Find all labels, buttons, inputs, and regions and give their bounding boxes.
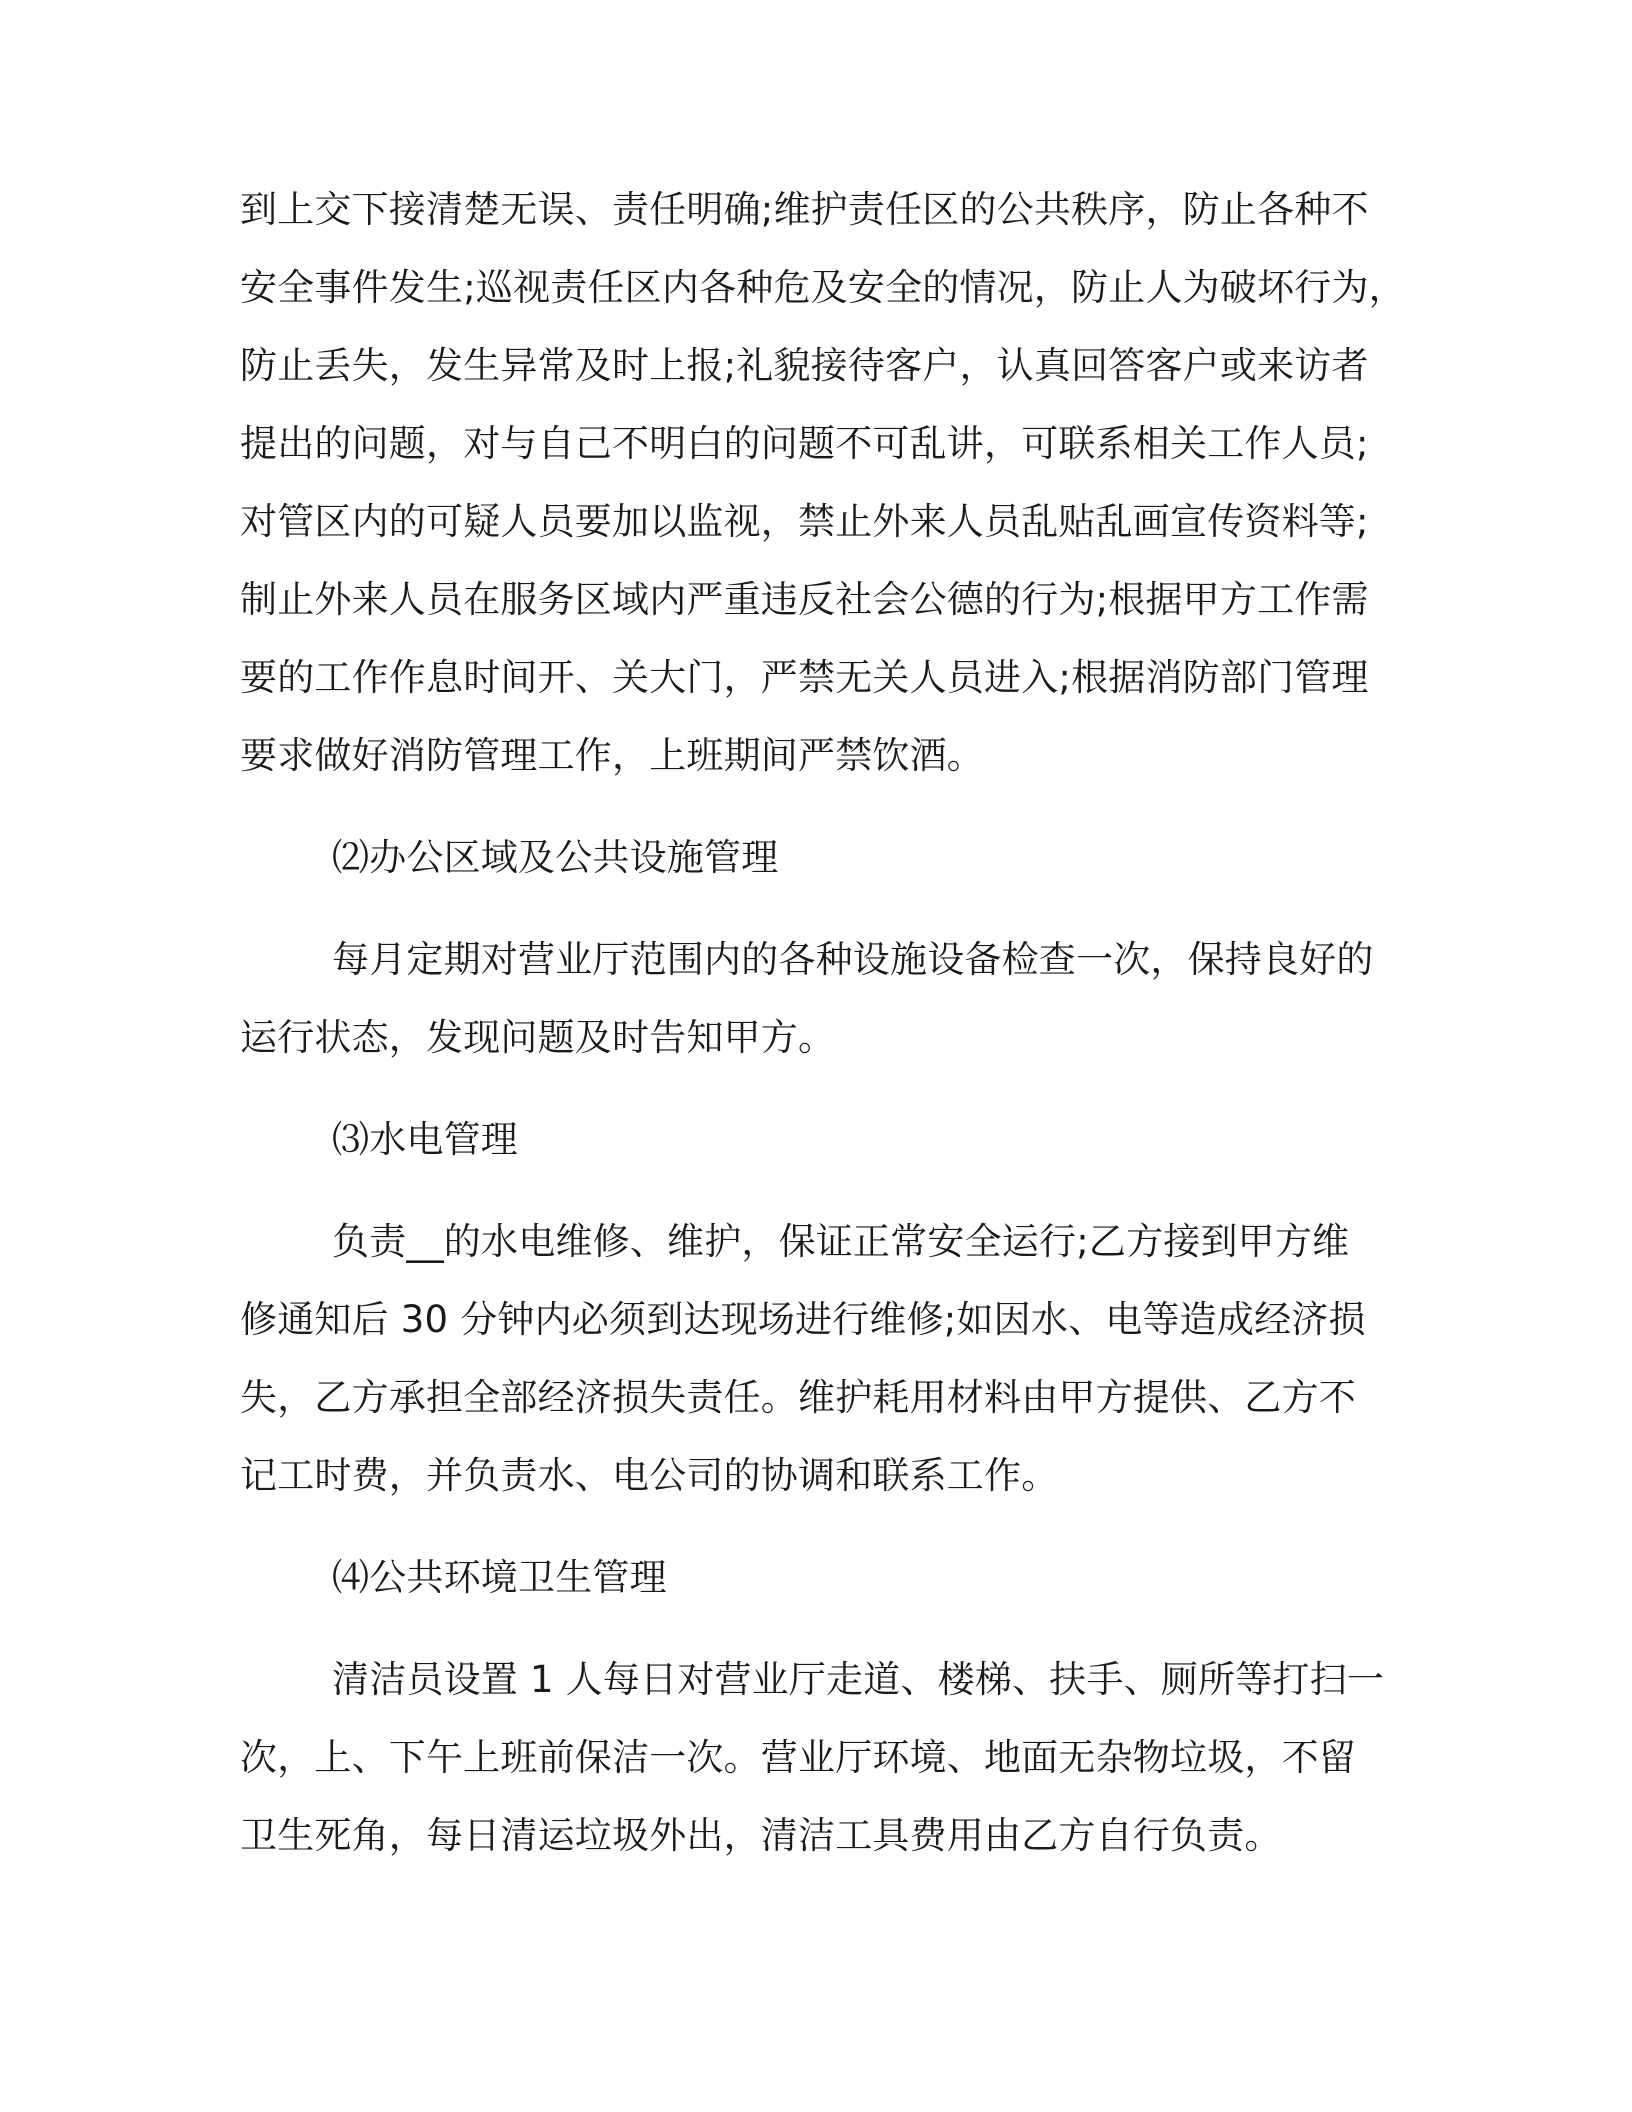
security-paragraph [240,186,1406,810]
section-heading-2: ⑵办公区域及公共设施管理 [332,836,779,879]
paragraph-line: 对管区内的可疑人员要加以监视，禁止外来人员乱贴乱画宣传资料等; [240,500,1369,543]
paragraph-line: 防止丢失，发生异常及时上报;礼貌接待客户，认真回答客户或来访者 [240,344,1369,387]
paragraph-line: 提出的问题，对与自己不明白的问题不可乱讲，可联系相关工作人员; [240,422,1369,465]
facilities-paragraph [240,936,1390,1092]
paragraph-line: 失，乙方承担全部经济损失责任。维护耗用材料由甲方提供、乙方不 [240,1376,1356,1419]
paragraph-line: 记工时费，并负责水、电公司的协调和联系工作。 [240,1454,1059,1497]
section-heading-3: ⑶水电管理 [332,1118,518,1161]
paragraph-line: 安全事件发生;巡视责任区内各种危及安全的情况，防止人为破坏行为， [240,266,1406,309]
paragraph-line: 清洁员设置 1 人每日对营业厅走道、楼梯、扶手、厕所等打扫一 [332,1658,1385,1701]
paragraph-line: 每月定期对营业厅范围内的各种设施设备检查一次，保持良好的 [332,938,1374,981]
utilities-paragraph [240,1218,1390,1530]
paragraph-line: 到上交下接清楚无误、责任明确;维护责任区的公共秩序，防止各种不 [240,188,1369,231]
section-heading-4: ⑷公共环境卫生管理 [332,1556,667,1599]
paragraph-line: 负责__的水电维修、维护，保证正常安全运行;乙方接到甲方维 [332,1220,1350,1263]
paragraph-line: 运行状态，发现问题及时告知甲方。 [240,1016,836,1059]
sanitation-paragraph [240,1656,1390,1890]
paragraph-line: 卫生死角，每日清运垃圾外出，清洁工具费用由乙方自行负责。 [240,1814,1282,1857]
paragraph-line: 制止外来人员在服务区域内严重违反社会公德的行为;根据甲方工作需 [240,578,1369,621]
paragraph-line: 要的工作作息时间开、关大门，严禁无关人员进入;根据消防部门管理 [240,656,1369,699]
document-body [240,186,1406,1890]
paragraph-line: 修通知后 30 分钟内必须到达现场进行维修;如因水、电等造成经济损 [240,1298,1366,1341]
paragraph-line: 次，上、下午上班前保洁一次。营业厅环境、地面无杂物垃圾，不留 [240,1736,1356,1779]
paragraph-line: 要求做好消防管理工作，上班期间严禁饮酒。 [240,734,984,777]
